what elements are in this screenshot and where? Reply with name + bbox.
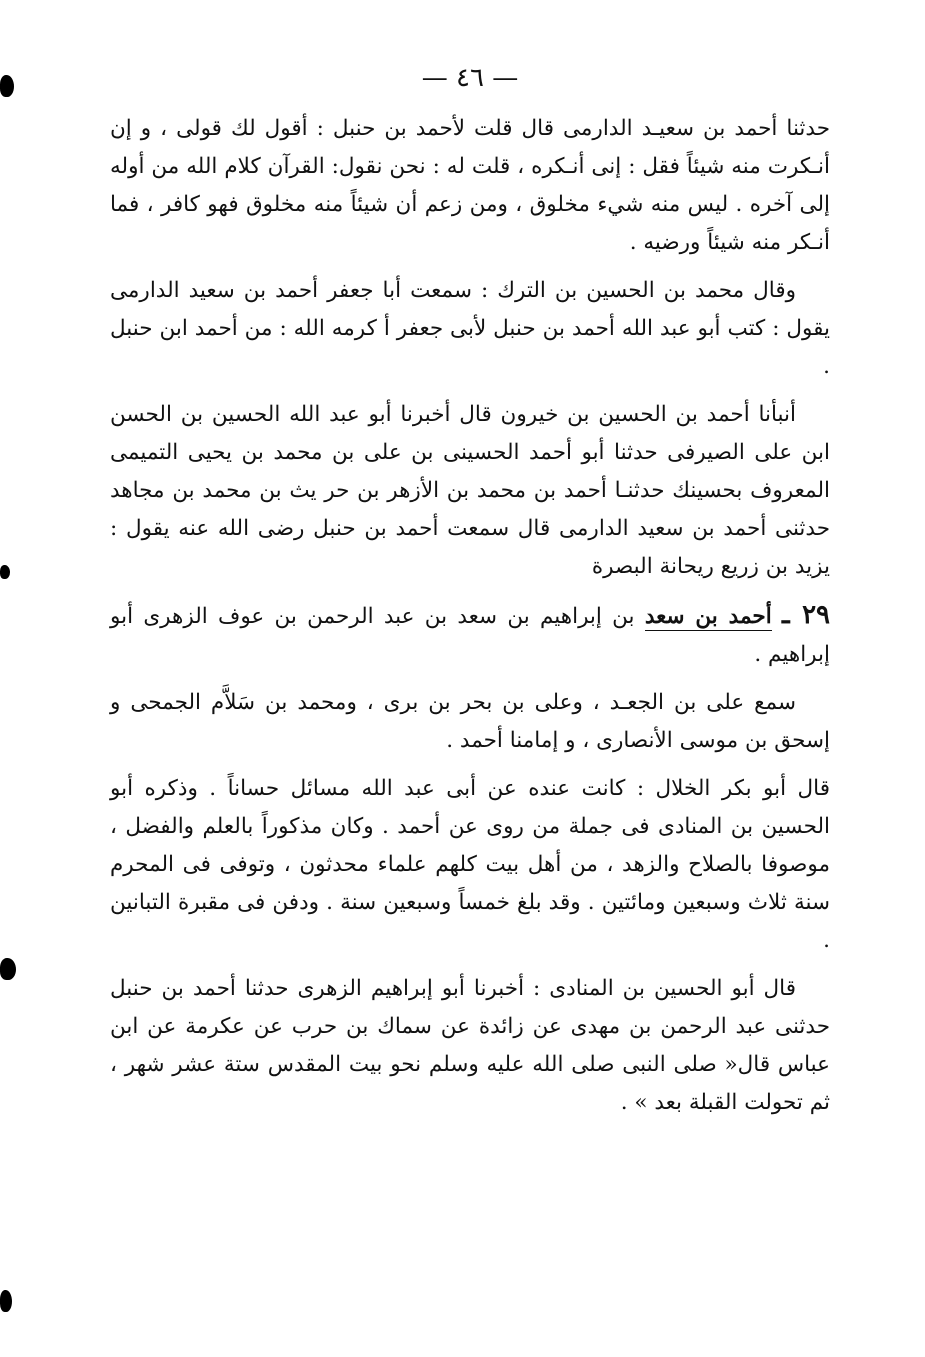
paragraph-text: قال أبو الحسين بن المنادى : أخبرنا أبو إبراهيم الزهرى حدثنا أحمد بن حنبل حدثنى عبد الرحمن بن مهدى عن زائدة عن سماك بن حرب عن عكرمة عن ابن عباس قال« صلى النبى صلى الله عليه وسلم نحو بيت المقدس ستة عشر شهر ، ثم تحولت القبلة بعد » . <box>110 976 830 1115</box>
book-page <box>110 58 830 1288</box>
paragraph-khallal-biography <box>110 770 830 960</box>
scan-edge-mark-bottom <box>0 1290 12 1312</box>
paragraph-isnad-yazid <box>110 396 830 586</box>
paragraph-letter-to-abu-jafar <box>110 272 830 386</box>
paragraph-darimi-quran <box>110 110 830 262</box>
paragraph-text: أنبأنا أحمد بن الحسين بن خيرون قال أخبرنا أبو عبد الله الحسين بن الحسن ابن على الصيرفى حدثنا أبو أحمد الحسينى بن على بن محمد بن يحيى التميمى المعروف بحسينك حدثنـا أحمد بن محمد بن الأزهر بن حر يث بن محمد بن مجاهد حدثنى أحمد بن سعيد الدارمى قال سمعت أحمد بن حنبل رضى الله عنه يقول : يزيد بن زريع ريحانة البصرة <box>110 402 830 579</box>
entry-name: أحمد بن سعد <box>644 604 772 629</box>
entry-heading-ahmad-ibn-sad <box>110 596 830 674</box>
paragraph-text: بن إبراهيم بن سعد بن عبد الرحمن بن عوف الزهرى أبو إبراهيم . <box>110 604 830 667</box>
scan-edge-mark-middle <box>0 565 10 579</box>
entry-number: ٢٩ ـ <box>781 600 830 630</box>
paragraph-text: حدثنا أحمد بن سعيـد الدارمى قال قلت لأحمد بن حنبل : أقول لك قولى ، و إن أنـكرت منه شيئاً فقل : إنى أنـكره ، قلت له : نحن نقول: القرآن كلام الله من أوله إلى آخره . ليس منه شيء مخلوق ، ومن زعم أن شيئاً منه مخلوق فهو كافر ، فما أنـكر منه شيئاً ورضيه . <box>110 116 830 255</box>
paragraph-hadith-qibla <box>110 970 830 1122</box>
page-number: — ٤٦ — <box>421 63 519 93</box>
scan-edge-mark-top <box>0 75 14 97</box>
paragraph-text: وقال محمد بن الحسين بن الترك : سمعت أبا جعفر أحمد بن سعيد الدارمى يقول : كتب أبو عبد الله أحمد بن حنبل لأبى جعفر أ كرمه الله : من أحمد ابن حنبل . <box>110 278 830 379</box>
scan-edge-mark-lower <box>0 958 16 980</box>
paragraph-text: سمع على بن الجعـد ، وعلى بن بحر بن برى ، ومحمد بن سَلاَّم الجمحى و إسحق بن موسى الأنصارى ، و إمامنا أحمد . <box>110 690 830 753</box>
paragraph-teachers <box>110 684 830 760</box>
paragraph-text: قال أبو بكر الخلال : كانت عنده عن أبى عبد الله مسائل حساناً . وذكره أبو الحسين بن المنادى فى جملة من روى عن أحمد . وكان مذكوراً بالعلم والفضل ، موصوفا بالصلاح والزهد ، من أهل بيت كلهم علماء محدثون ، وتوفى فى المحرم سنة ثلاث وسبعين ومائتين . وقد بلغ خمساً وسبعين سنة . ودفن فى مقبرة التبانين . <box>110 776 830 953</box>
